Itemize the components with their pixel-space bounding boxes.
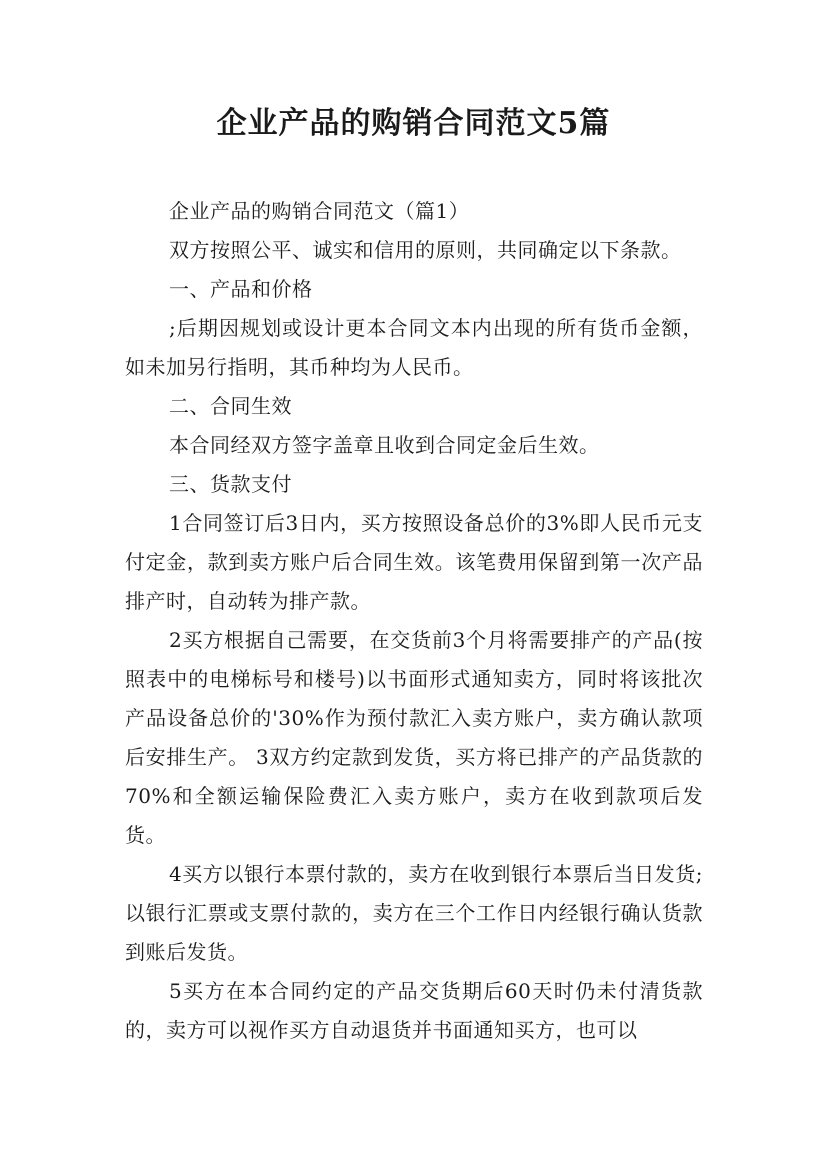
section-heading: 企业产品的购销合同范文（篇1） <box>169 199 470 223</box>
document-body <box>125 192 703 1050</box>
paragraph: 5买方在本合同约定的产品交货期后60天时仍未付清货款的，卖方可以视作买方自动退货并书面通知买方，也可以 <box>125 979 703 1042</box>
paragraph: 2买方根据自己需要，在交货前3个月将需要排产的产品(按照表中的电梯标号和楼号)以书面形式通知卖方，同时将该批次产品设备总价的'30%作为预付款汇入卖方账户，卖方确认款项后安排生产。 3双方约定款到发货，买方将已排产的产品货款的70%和全额运输保险费汇入卖方账户，卖方在收到款项后发货。 <box>125 628 703 847</box>
paragraph: ;后期因规划或设计更本合同文本内出现的所有货币金额，如未加另行指明，其币种均为人民币。 <box>125 316 703 379</box>
section-heading: 三、货款支付 <box>169 472 292 496</box>
section-heading: 二、合同生效 <box>169 394 292 418</box>
paragraph: 4买方以银行本票付款的，卖方在收到银行本票后当日发货;以银行汇票或支票付款的，卖方在三个工作日内经银行确认货款到账后发货。 <box>125 862 703 964</box>
paragraph: 1合同签订后3日内，买方按照设备总价的3%即人民币元支付定金，款到卖方账户后合同生效。该笔费用保留到第一次产品排产时，自动转为排产款。 <box>125 511 703 613</box>
section-heading: 一、产品和价格 <box>169 277 313 301</box>
paragraph: 双方按照公平、诚实和信用的原则，共同确定以下条款。 <box>169 238 682 262</box>
paragraph: 本合同经双方签字盖章且收到合同定金后生效。 <box>169 433 600 457</box>
document-title: 企业产品的购销合同范文5篇 <box>216 106 611 141</box>
